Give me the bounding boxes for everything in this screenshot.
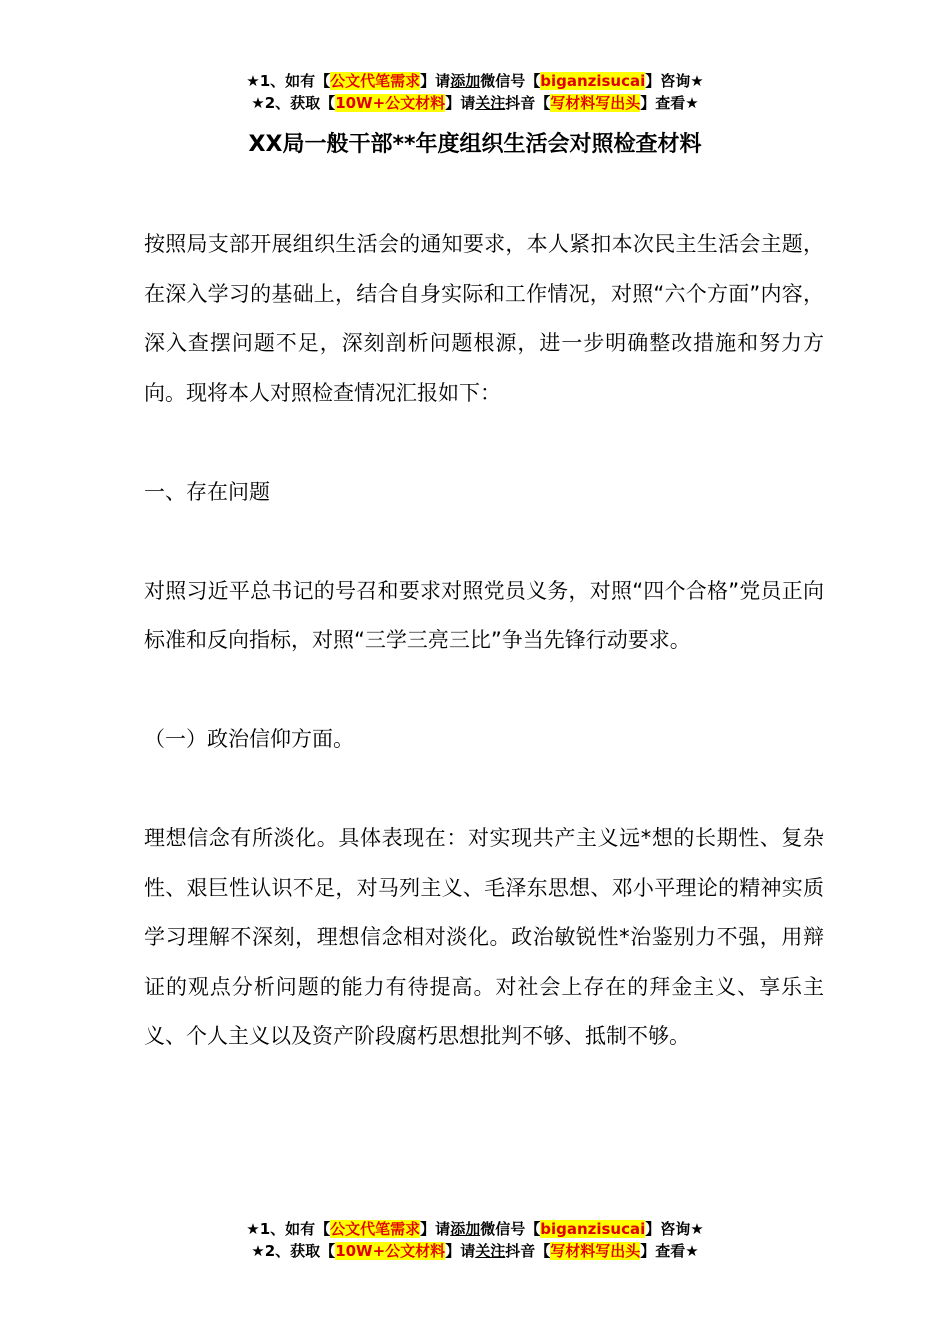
promo-highlight: 10W+公文材料 — [335, 1242, 446, 1260]
promo-highlight: 公文代笔需求 — [330, 1220, 421, 1238]
promo-underline: 关注 — [475, 1242, 506, 1260]
promo-text: 微信号【 — [480, 72, 541, 90]
promo-text: 抖音【 — [505, 1242, 551, 1260]
promo-text: 】咨询★ — [645, 72, 704, 90]
promo-text: 微信号【 — [480, 1220, 541, 1238]
promo-text: 】请 — [420, 72, 451, 90]
promo-footer — [0, 1218, 950, 1262]
promo-header — [0, 70, 950, 114]
paragraph-intro: 按照局支部开展组织生活会的通知要求，本人紧扣本次民主生活会主题，在深入学习的基础上，结合自身实际和工作情况，对照“六个方面”内容，深入查摆问题不足，深刻剖析问题根源，进一步明确整改措施和努力方向。现将本人对照检查情况汇报如下： — [144, 232, 824, 405]
promo-underline: 添加 — [450, 72, 481, 90]
promo-highlight: biganzisucai — [540, 72, 646, 90]
document-title: XX局一般干部**年度组织生活会对照检查材料 — [248, 132, 702, 157]
promo-text: 】查看★ — [640, 1242, 699, 1260]
promo-text: 抖音【 — [505, 94, 551, 112]
promo-highlight: 写材料写出头 — [550, 94, 641, 112]
document-body — [144, 220, 824, 1062]
promo-text: ★2、获取【 — [251, 1242, 336, 1260]
promo-text: 】请 — [445, 1242, 476, 1260]
promo-line-2 — [0, 1240, 950, 1262]
paragraph-standards: 对照习近平总书记的号召和要求对照党员义务，对照“四个合格”党员正向标准和反向指标，对照“三学三亮三比”争当先锋行动要求。 — [144, 578, 824, 652]
promo-highlight: biganzisucai — [540, 1220, 646, 1238]
promo-text: 】咨询★ — [645, 1220, 704, 1238]
promo-highlight: 写材料写出头 — [550, 1242, 641, 1260]
promo-underline: 添加 — [450, 1220, 481, 1238]
promo-text: 】请 — [420, 1220, 451, 1238]
promo-text: 】请 — [445, 94, 476, 112]
promo-text: 】查看★ — [640, 94, 699, 112]
paragraph-belief: 理想信念有所淡化。具体表现在：对实现共产主义远*想的长期性、复杂性、艰巨性认识不足，对马列主义、毛泽东思想、邓小平理论的精神实质学习理解不深刻，理想信念相对淡化。政治敏锐性*治鉴别力不强，用辩证的观点分析问题的能力有待提高。对社会上存在的拜金主义、享乐主义、个人主义以及资产阶段腐朽思想批判不够、抵制不够。 — [144, 826, 824, 1048]
subsection-heading: （一）政治信仰方面。 — [144, 727, 354, 751]
promo-highlight: 10W+公文材料 — [335, 94, 446, 112]
promo-line-1 — [0, 1218, 950, 1240]
promo-text: ★2、获取【 — [251, 94, 336, 112]
promo-highlight: 公文代笔需求 — [330, 72, 421, 90]
promo-underline: 关注 — [475, 94, 506, 112]
section-heading: 一、存在问题 — [144, 479, 270, 504]
promo-line-2 — [0, 92, 950, 114]
promo-text: ★1、如有【 — [246, 72, 331, 90]
promo-text: ★1、如有【 — [246, 1220, 331, 1238]
promo-line-1 — [0, 70, 950, 92]
